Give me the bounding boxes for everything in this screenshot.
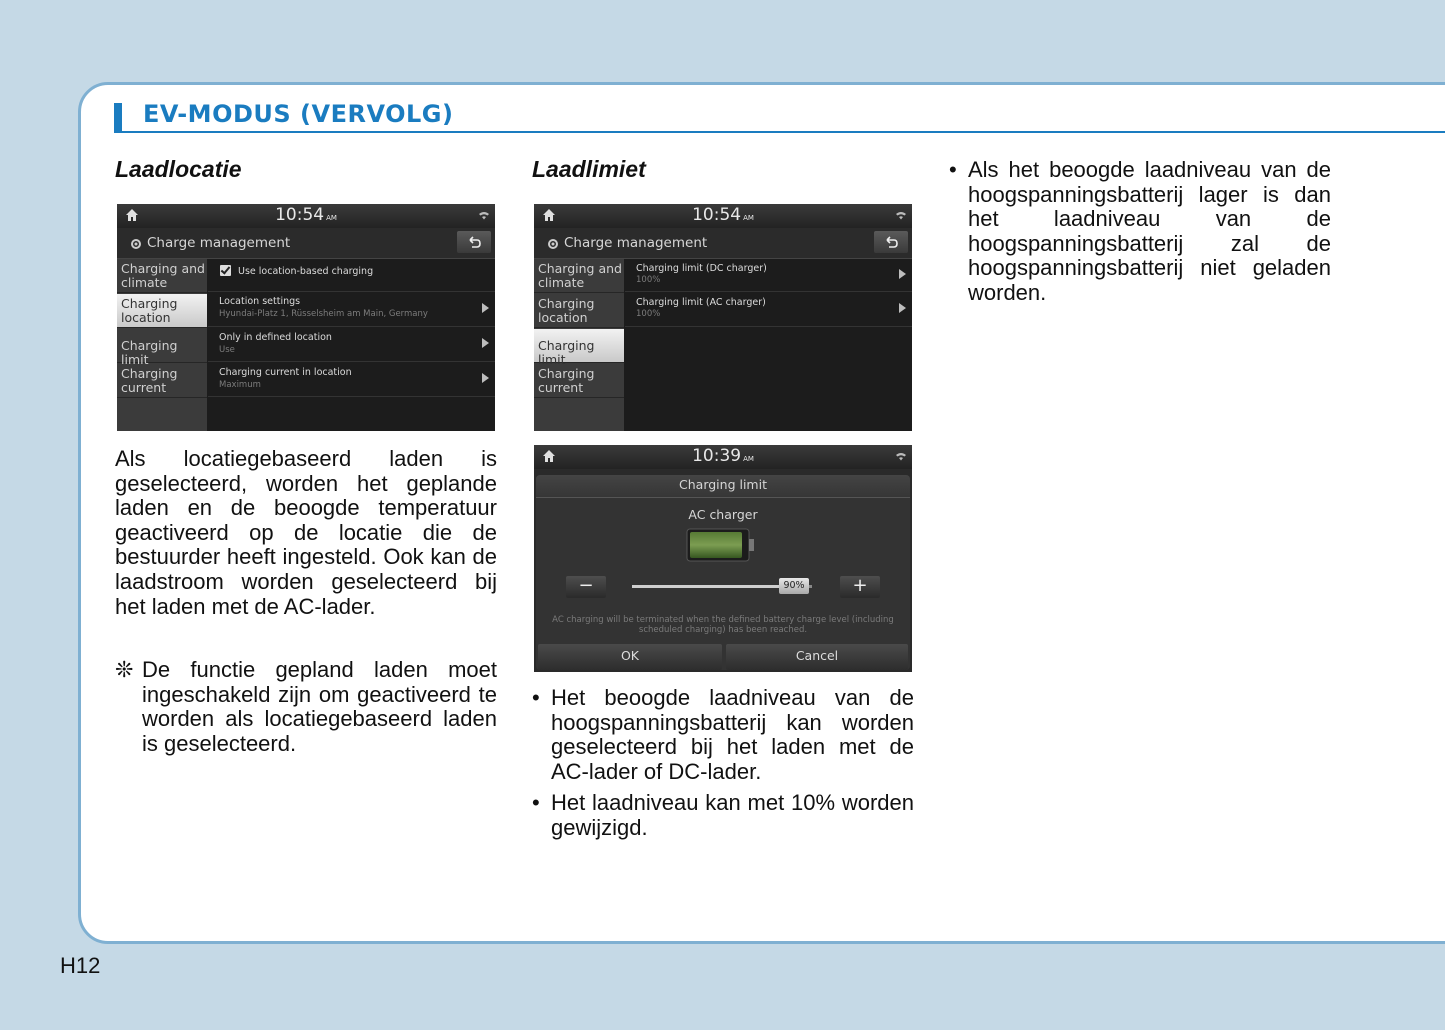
clock — [534, 446, 912, 466]
wifi-icon — [479, 212, 489, 220]
clock-ampm: AM — [326, 214, 337, 222]
screen-charge-location — [117, 204, 495, 431]
clock — [117, 205, 495, 225]
bullet-item: • Als het beoogde laadniveau van de hoogspanningsbatterij lager is dan het laadniveau van de hoogspanningsbatterij zal de hoogspanningsbatterij niet geladen worden. — [949, 158, 1331, 306]
back-arrow-icon — [884, 235, 898, 249]
row-charging-current-location[interactable] — [208, 362, 495, 397]
chevron-right-icon — [482, 373, 489, 383]
status-bar — [534, 204, 912, 228]
bullet-item: • Het laadniveau kan met 10% worden gewijzigd. — [532, 791, 914, 840]
sidebar — [534, 259, 624, 431]
charger-label: AC charger — [688, 507, 758, 522]
back-arrow-icon — [467, 235, 481, 249]
wifi-icon — [896, 212, 906, 220]
heading-laadlocatie: Laadlocatie — [115, 156, 242, 182]
row-only-defined-location[interactable] — [208, 327, 495, 362]
battery-icon — [686, 527, 756, 563]
clock — [534, 205, 912, 225]
note-scheduled-charging — [115, 658, 497, 756]
sidebar-item-charging-current[interactable]: Charging current — [534, 364, 624, 398]
chevron-right-icon — [482, 338, 489, 348]
row-subtitle: Use — [219, 345, 235, 355]
increase-button[interactable]: + — [840, 576, 880, 598]
row-subtitle: 100% — [636, 275, 661, 285]
row-title: Charging limit (AC charger) — [636, 297, 766, 308]
note-symbol: ❊ — [115, 657, 134, 682]
decrease-button[interactable]: − — [566, 576, 606, 598]
page-number: H12 — [60, 953, 101, 978]
sidebar-item-charging-climate[interactable]: Charging and climate — [117, 259, 207, 293]
sidebar-item-charging-limit[interactable]: Charging limit — [117, 329, 207, 363]
location-based-checkbox[interactable] — [220, 265, 231, 276]
paragraph-location-charging: Als locatiegebaseerd laden is geselecteerd, worden het geplande laden en de beoogde temperatuur geactiveerd op de locatie die de bestuurder heeft ingesteld. Ook kan de laadstroom worden geselecteerd bij het laden met de AC-lader. — [115, 446, 497, 619]
clock-ampm: AM — [743, 455, 754, 463]
bullet-item: • Het beoogde laadniveau van de hoogspanningsbatterij kan worden geselecteerd bij het laden met de AC-lader of DC-lader. — [532, 686, 914, 784]
row-title: Use location-based charging — [238, 266, 374, 277]
clock-time: 10:54 — [692, 205, 742, 225]
chevron-right-icon — [899, 269, 906, 279]
header-label: Charge management — [147, 235, 291, 251]
screen-header — [117, 228, 495, 259]
charge-gear-icon — [129, 237, 143, 251]
status-bar — [534, 445, 912, 469]
sidebar-item-charging-climate[interactable]: Charging and climate — [534, 259, 624, 293]
clock-time: 10:54 — [275, 205, 325, 225]
note-text: De functie gepland laden moet ingeschakeld zijn om geactiveerd te worden als locatiegebaseerd laden is geselecteerd. — [142, 657, 497, 756]
clock-time: 10:39 — [692, 446, 742, 466]
row-location-settings[interactable] — [208, 292, 495, 327]
screen-charge-limit — [534, 204, 912, 431]
title-accent-bar — [114, 103, 122, 133]
back-button[interactable] — [457, 231, 491, 253]
heading-laadlimiet: Laadlimiet — [532, 156, 646, 182]
status-bar — [117, 204, 495, 228]
dialog-buttons — [536, 644, 910, 670]
sidebar-item-charging-location[interactable]: Charging location — [117, 294, 207, 328]
sidebar — [117, 259, 207, 431]
clock-ampm: AM — [743, 214, 754, 222]
row-charging-limit-dc[interactable] — [625, 259, 912, 292]
row-title: Only in defined location — [219, 332, 332, 343]
wifi-icon — [896, 453, 906, 461]
slider-knob[interactable]: 90% — [779, 578, 809, 594]
row-location-based-charging[interactable] — [208, 259, 495, 292]
row-subtitle: Hyundai-Platz 1, Rüsselsheim am Main, Germany — [219, 309, 428, 319]
section-title: EV-MODUS (VERVOLG) — [143, 100, 454, 128]
column3-bullets — [949, 158, 1331, 306]
chevron-right-icon — [899, 303, 906, 313]
sidebar-item-charging-current[interactable]: Charging current — [117, 364, 207, 398]
laadlimiet-bullets — [532, 686, 914, 841]
row-title: Location settings — [219, 296, 301, 307]
screen-charging-limit-popup — [534, 445, 912, 672]
charging-limit-dialog — [536, 475, 910, 670]
ok-button[interactable]: OK — [538, 644, 722, 670]
row-title: Charging limit (DC charger) — [636, 263, 767, 274]
title-rule — [122, 131, 1445, 133]
row-subtitle: 100% — [636, 309, 661, 319]
charge-gear-icon — [546, 237, 560, 251]
sidebar-item-charging-location[interactable]: Charging location — [534, 294, 624, 328]
back-button[interactable] — [874, 231, 908, 253]
dialog-note: AC charging will be terminated when the defined battery charge level (including scheduled charging) has been reached. — [552, 615, 894, 635]
slider-fill — [632, 585, 794, 588]
chevron-right-icon — [482, 303, 489, 313]
sidebar-item-charging-limit[interactable]: Charging limit — [534, 329, 624, 363]
row-title: Charging current in location — [219, 367, 352, 378]
cancel-button[interactable]: Cancel — [726, 644, 908, 670]
dialog-title: Charging limit — [536, 475, 910, 498]
row-subtitle: Maximum — [219, 380, 261, 390]
row-charging-limit-ac[interactable] — [625, 292, 912, 327]
screen-header — [534, 228, 912, 259]
header-label: Charge management — [564, 235, 708, 251]
